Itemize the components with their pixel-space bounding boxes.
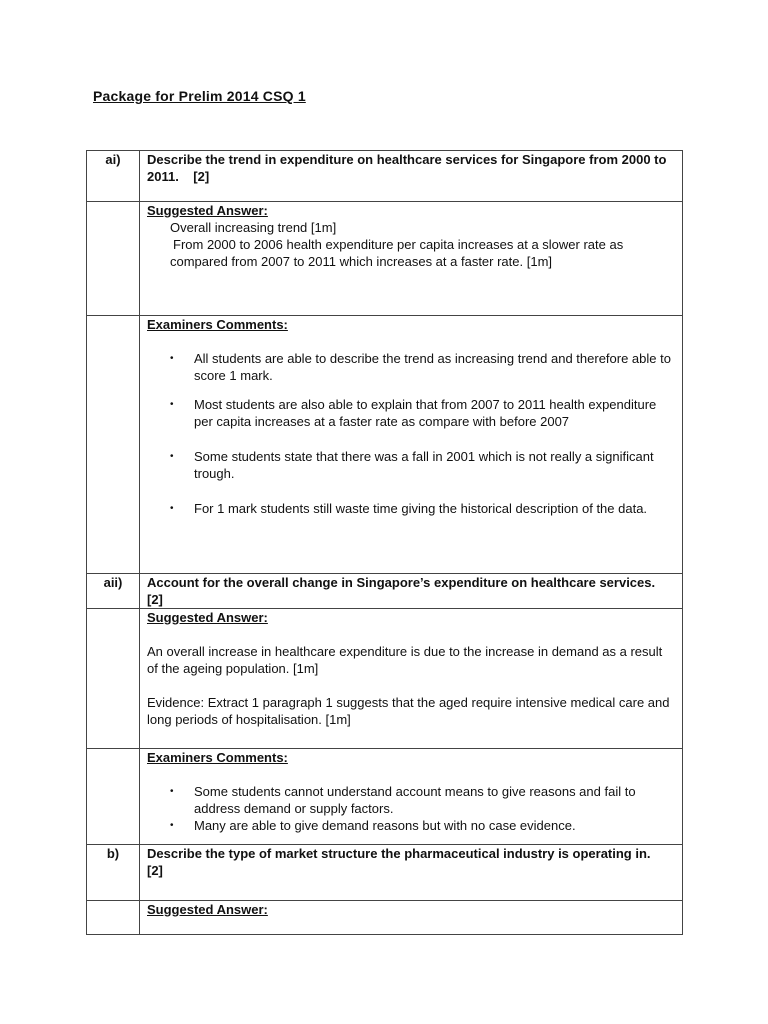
- table-row: [87, 609, 683, 749]
- examiners-comments-heading: Examiners Comments:: [147, 750, 288, 765]
- suggested-answer-heading: Suggested Answer:: [147, 902, 268, 917]
- examiners-comments-ai: [140, 316, 683, 574]
- table-row: [87, 845, 683, 901]
- question-number-aii: aii): [87, 574, 140, 609]
- empty-cell: [87, 316, 140, 574]
- list-item: • Most students are also able to explain that from 2007 to 2011 health expenditure per capita increases at a faster rate as compare with before 2007: [140, 396, 672, 430]
- question-marks-b: [2]: [147, 863, 163, 878]
- answer-paragraph: An overall increase in healthcare expenditure is due to the increase in demand as a result of the ageing population. [1m]: [147, 644, 663, 676]
- question-aii: [140, 574, 683, 609]
- suggested-answer-b: [140, 901, 683, 935]
- question-text-aii: Account for the overall change in Singapore’s expenditure on healthcare services.: [147, 575, 656, 590]
- comments-list: [140, 783, 682, 834]
- table-row: [87, 749, 683, 845]
- question-text-b: Describe the type of market structure the pharmaceutical industry is operating in.: [147, 846, 651, 861]
- table-row: [87, 316, 683, 574]
- question-b: [140, 845, 683, 901]
- empty-cell: [87, 609, 140, 749]
- comments-list: [140, 350, 682, 517]
- answer-line: From 2000 to 2006 health expenditure per capita increases at a slower rate as compared from 2007 to 2011 which increases at a faster rate. [1m]: [170, 237, 624, 269]
- suggested-answer-heading: Suggested Answer:: [147, 610, 268, 625]
- list-item: • Some students state that there was a fall in 2001 which is not really a significant trough.: [140, 448, 672, 482]
- suggested-answer-ai: [140, 202, 683, 316]
- table-row: [87, 574, 683, 609]
- list-item: • For 1 mark students still waste time giving the historical description of the data.: [140, 500, 672, 517]
- empty-cell: [87, 901, 140, 935]
- table-row: [87, 901, 683, 935]
- table-row: [87, 151, 683, 202]
- question-marks-ai: [2]: [193, 169, 210, 184]
- list-item: • Many are able to give demand reasons but with no case evidence.: [140, 817, 672, 834]
- list-item: • Some students cannot understand account means to give reasons and fail to address demand or supply factors.: [140, 783, 672, 817]
- examiners-comments-aii: [140, 749, 683, 845]
- empty-cell: [87, 202, 140, 316]
- table-row: [87, 202, 683, 316]
- question-text-ai: Describe the trend in expenditure on healthcare services for Singapore from 2000 to 2011.: [147, 152, 667, 184]
- empty-cell: [87, 749, 140, 845]
- examiners-comments-heading: Examiners Comments:: [147, 317, 288, 332]
- answer-line: Overall increasing trend [1m]: [170, 220, 337, 235]
- question-number-ai: ai): [87, 151, 140, 202]
- question-ai: [140, 151, 683, 202]
- list-item: • All students are able to describe the trend as increasing trend and therefore able to score 1 mark.: [140, 350, 672, 384]
- question-marks-aii: [2]: [147, 592, 163, 607]
- question-table: [86, 150, 683, 935]
- answer-paragraph: Evidence: Extract 1 paragraph 1 suggests that the aged require intensive medical care and long periods of hospitalisation. [1m]: [147, 695, 670, 727]
- question-number-b: b): [87, 845, 140, 901]
- suggested-answer-heading: Suggested Answer:: [147, 203, 268, 218]
- suggested-answer-aii: [140, 609, 683, 749]
- page-title: Package for Prelim 2014 CSQ 1: [93, 88, 306, 104]
